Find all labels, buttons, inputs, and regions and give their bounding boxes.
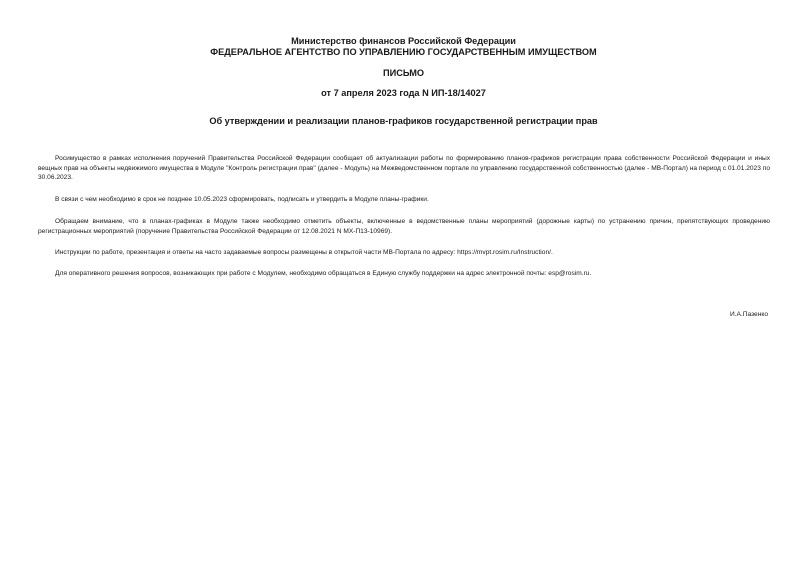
document-subject: Об утверждении и реализации планов-графиков государственной регистрации прав	[209, 116, 598, 126]
signatory-name: И.А.Пазенко	[729, 311, 768, 318]
ministry-name: Министерство финансов Российской Федерации	[291, 36, 516, 46]
agency-name: ФЕДЕРАЛЬНОЕ АГЕНТСТВО ПО УПРАВЛЕНИЮ ГОСУДАРСТВЕННЫМ ИМУЩЕСТВОМ	[210, 47, 597, 57]
paragraph-text: Инструкции по работе, презентация и ответы на часто задаваемые вопросы размещены в открытой части МВ-Портала по адресу: https://mvpt.rosim.ru/Instruction/.	[55, 249, 553, 256]
paragraph-3	[38, 217, 770, 236]
document-date-number: от 7 апреля 2023 года N ИП-18/14027	[321, 88, 486, 98]
paragraph-text: Для оперативного решения вопросов, возникающих при работе с Модулем, необходимо обращаться в Единую службу поддержки на адрес электронной почты: esp@rosim.ru.	[55, 270, 592, 277]
paragraph-2	[38, 195, 770, 205]
paragraph-1	[38, 154, 770, 183]
paragraph-4	[38, 248, 770, 258]
paragraph-text: В связи с чем необходимо в срок не позднее 10.05.2023 сформировать, подписать и утвердить в Модуле планы-графики.	[55, 196, 429, 203]
paragraph-5	[38, 269, 770, 279]
paragraph-text: Обращаем внимание, что в планах-графиках в Модуле также необходимо отметить объекты, включенные в ведомственные планы мероприятий (дорожные карты) по устранению причин, препятствующих проведению регистрационных мероприятий (поручение Правительства Российской Федерации от 12.08.2021 N МХ-П13-10969).	[38, 218, 770, 235]
paragraph-text: Росимущество в рамках исполнения поручений Правительства Российской Федерации сообщает об актуализации работы по формированию планов-графиков регистрации права собственности Российской Федерации и иных вещных прав на объекты недвижимого имущества в Модуле "Контроль регистрации прав" (далее - Модуль) на Межведомственном портале по управлению государственной собственностью (далее - МВ-Портал) на период с 01.01.2023 по 30.06.2023.	[38, 155, 770, 181]
document-type: ПИСЬМО	[382, 68, 425, 78]
